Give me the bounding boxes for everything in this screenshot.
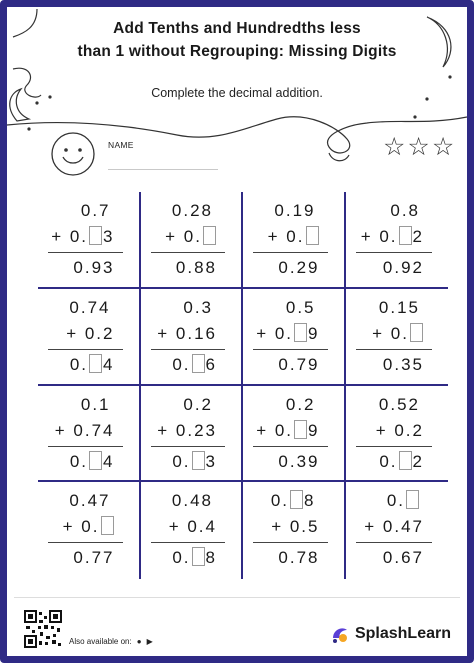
problem-cell xyxy=(243,482,346,579)
problem-cell xyxy=(243,192,346,289)
addend-text: 0.2 xyxy=(285,394,316,414)
addition-problem xyxy=(141,488,242,571)
brand xyxy=(330,624,451,644)
sum-text: 0.93 xyxy=(73,258,115,277)
addition-problem xyxy=(346,488,449,571)
addition-problem xyxy=(243,295,344,378)
sum xyxy=(243,545,344,571)
splashlearn-logo-icon xyxy=(330,624,350,644)
missing-digit-box[interactable] xyxy=(290,490,303,509)
sum-text: 8 xyxy=(205,548,217,568)
problem-cell xyxy=(243,386,346,483)
sum-text: 4 xyxy=(103,451,115,471)
sum xyxy=(346,545,449,571)
second-addend xyxy=(141,321,242,347)
missing-digit-box[interactable] xyxy=(192,451,205,470)
addend-text: 9 xyxy=(308,420,320,440)
sum-text: 0. xyxy=(172,451,191,471)
sum-rule xyxy=(48,446,123,447)
addend-text: + 0.23 xyxy=(157,420,217,440)
missing-digit-box[interactable] xyxy=(399,451,412,470)
first-addend xyxy=(243,488,344,514)
brand-name: SplashLearn xyxy=(354,625,451,642)
sum xyxy=(243,449,344,475)
first-addend xyxy=(141,392,242,418)
addend-text: + 0. xyxy=(360,227,398,246)
first-addend xyxy=(346,198,449,224)
missing-digit-box[interactable] xyxy=(406,490,419,509)
addend-text: + 0.4 xyxy=(168,517,217,537)
star-icon: ☆ xyxy=(407,133,430,161)
sum-text: 0. xyxy=(172,548,191,568)
problem-cell xyxy=(346,386,449,483)
addend-text: 9 xyxy=(308,323,320,343)
addend-text: + 0.47 xyxy=(364,517,424,537)
addition-problem xyxy=(243,198,344,281)
missing-digit-box[interactable] xyxy=(192,547,205,566)
name-field[interactable] xyxy=(108,169,218,170)
sum-text: 0. xyxy=(172,354,191,374)
second-addend xyxy=(346,321,449,347)
sum-text: 6 xyxy=(205,354,217,374)
addend-text: 0.74 xyxy=(69,297,111,317)
sum-rule xyxy=(356,446,433,447)
second-addend xyxy=(141,224,242,250)
first-addend xyxy=(346,488,449,514)
first-addend xyxy=(243,198,344,224)
addition-problem xyxy=(346,198,449,281)
sum xyxy=(38,352,139,378)
sum-rule xyxy=(356,349,433,350)
addend-text: 3 xyxy=(103,227,115,246)
addend-text: 0.7 xyxy=(80,201,111,220)
second-addend xyxy=(38,321,139,347)
addition-problem xyxy=(243,488,344,571)
sum-rule xyxy=(151,446,226,447)
addend-text: + 0. xyxy=(372,323,409,343)
sum-text: 0.92 xyxy=(382,258,424,277)
sum-text: 4 xyxy=(103,354,115,374)
sum-rule xyxy=(356,252,433,253)
footer-divider xyxy=(14,597,460,598)
problem-cell xyxy=(243,289,346,386)
sum xyxy=(243,255,344,281)
available-on xyxy=(69,637,153,646)
addend-text: 0.1 xyxy=(80,394,111,414)
sum-text: 0.39 xyxy=(278,451,320,471)
addend-text: + 0. xyxy=(62,517,100,537)
apple-icon[interactable]: ● xyxy=(136,637,142,646)
sum-rule xyxy=(151,349,226,350)
first-addend xyxy=(141,295,242,321)
addend-text: + 0. xyxy=(267,227,305,246)
addend-text: + 0. xyxy=(51,227,89,246)
smiley-face-icon xyxy=(49,130,97,178)
instructions: Complete the decimal addition. xyxy=(151,86,323,100)
addend-text: + 0.16 xyxy=(157,323,217,343)
second-addend xyxy=(141,418,242,444)
sum-rule xyxy=(253,349,328,350)
missing-digit-box[interactable] xyxy=(89,354,102,373)
sum-text: 0. xyxy=(69,451,89,471)
addend-text: 0.8 xyxy=(390,201,420,220)
addition-problem xyxy=(346,295,449,378)
addend-text: 0. xyxy=(270,491,290,511)
addition-problem xyxy=(141,392,242,475)
second-addend xyxy=(346,418,449,444)
sum-text: 0.29 xyxy=(278,258,320,277)
sum-rule xyxy=(356,542,433,543)
second-addend xyxy=(243,514,344,540)
sum-text: 0.77 xyxy=(73,548,115,568)
sum-rule xyxy=(48,542,123,543)
sum xyxy=(141,255,242,281)
addition-problem xyxy=(243,392,344,475)
sum xyxy=(346,255,449,281)
sum-text: 0. xyxy=(379,451,398,471)
sum-text: 0.79 xyxy=(278,354,320,374)
sum-text: 0.67 xyxy=(382,548,424,568)
second-addend xyxy=(346,514,449,540)
first-addend xyxy=(346,295,449,321)
sum-text: 0. xyxy=(69,354,89,374)
sum xyxy=(346,449,449,475)
sum-text: 3 xyxy=(205,451,217,471)
sum-rule xyxy=(48,252,123,253)
missing-digit-box[interactable] xyxy=(294,420,307,439)
addition-problem xyxy=(38,488,139,571)
sum-rule xyxy=(253,446,328,447)
sum-text: 0.88 xyxy=(175,258,217,277)
addend-text: 0.28 xyxy=(171,201,213,220)
sum-rule xyxy=(253,252,328,253)
rating-stars xyxy=(383,135,454,160)
second-addend xyxy=(141,514,242,540)
problem-cell xyxy=(141,386,244,483)
sum-rule xyxy=(48,349,123,350)
second-addend xyxy=(38,514,139,540)
title-line-1: Add Tenths and Hundredths less xyxy=(113,20,361,37)
sum xyxy=(243,352,344,378)
second-addend xyxy=(38,418,139,444)
sum xyxy=(141,545,242,571)
problem-cell xyxy=(38,289,141,386)
problem-cell xyxy=(38,482,141,579)
missing-digit-box[interactable] xyxy=(399,226,412,245)
problem-grid xyxy=(38,192,448,579)
first-addend xyxy=(38,295,139,321)
available-on-label: Also available on: xyxy=(69,637,132,646)
addend-text: 0.3 xyxy=(183,297,213,317)
first-addend xyxy=(243,295,344,321)
problem-cell xyxy=(346,192,449,289)
addend-text: + 0. xyxy=(256,323,294,343)
sum xyxy=(38,449,139,475)
missing-digit-box[interactable] xyxy=(89,226,102,245)
addend-text: 0. xyxy=(386,491,405,511)
qr-code-icon xyxy=(24,610,62,648)
problem-cell xyxy=(38,192,141,289)
second-addend xyxy=(243,321,344,347)
addend-text: 0.47 xyxy=(69,491,111,511)
missing-digit-box[interactable] xyxy=(294,323,307,342)
addition-problem xyxy=(141,295,242,378)
missing-digit-box[interactable] xyxy=(306,226,319,245)
first-addend xyxy=(38,392,139,418)
addition-problem xyxy=(38,392,139,475)
sum-text: 2 xyxy=(412,451,424,471)
first-addend xyxy=(346,392,449,418)
problem-cell xyxy=(141,482,244,579)
missing-digit-box[interactable] xyxy=(89,451,102,470)
addend-text: 2 xyxy=(412,227,424,246)
addend-text: + 0.74 xyxy=(54,420,115,440)
sum-text: 0.35 xyxy=(382,354,424,374)
problem-cell xyxy=(141,192,244,289)
sum xyxy=(38,255,139,281)
addend-text: + 0. xyxy=(165,227,202,246)
problem-cell xyxy=(141,289,244,386)
addend-text: 0.2 xyxy=(183,394,213,414)
sum-rule xyxy=(151,252,226,253)
addend-text: 0.48 xyxy=(171,491,213,511)
addend-text: 0.19 xyxy=(274,201,316,220)
addend-text: + 0.2 xyxy=(66,323,115,343)
missing-digit-box[interactable] xyxy=(101,516,114,535)
addend-text: 0.5 xyxy=(285,297,316,317)
second-addend xyxy=(38,224,139,250)
star-icon: ☆ xyxy=(383,133,406,161)
addend-text: 0.52 xyxy=(378,394,420,414)
addend-text: 8 xyxy=(304,491,316,511)
sum xyxy=(38,545,139,571)
sum xyxy=(141,449,242,475)
addend-text: + 0.5 xyxy=(271,517,320,537)
sum-text: 0.78 xyxy=(278,548,320,568)
sum xyxy=(346,352,449,378)
title-line-2: than 1 without Regrouping: Missing Digits xyxy=(77,43,397,60)
missing-digit-box[interactable] xyxy=(192,354,205,373)
sum xyxy=(141,352,242,378)
problem-cell xyxy=(38,386,141,483)
addend-text: + 0.2 xyxy=(375,420,424,440)
sum-rule xyxy=(253,542,328,543)
star-icon: ☆ xyxy=(431,133,455,161)
first-addend xyxy=(38,488,139,514)
problem-cell xyxy=(346,482,449,579)
addition-problem xyxy=(346,392,449,475)
addition-problem xyxy=(38,295,139,378)
addend-text: + 0. xyxy=(256,420,294,440)
addend-text: 0.15 xyxy=(378,297,420,317)
first-addend xyxy=(141,488,242,514)
problem-cell xyxy=(346,289,449,386)
first-addend xyxy=(243,392,344,418)
addition-problem xyxy=(38,198,139,281)
addition-problem xyxy=(141,198,242,281)
second-addend xyxy=(243,224,344,250)
second-addend xyxy=(346,224,449,250)
first-addend xyxy=(38,198,139,224)
second-addend xyxy=(243,418,344,444)
sum-rule xyxy=(151,542,226,543)
first-addend xyxy=(141,198,242,224)
name-label: NAME xyxy=(108,140,134,150)
worksheet-title xyxy=(7,17,467,63)
missing-digit-box[interactable] xyxy=(410,323,423,342)
missing-digit-box[interactable] xyxy=(203,226,216,245)
play-store-icon[interactable]: ▶ xyxy=(146,637,153,646)
